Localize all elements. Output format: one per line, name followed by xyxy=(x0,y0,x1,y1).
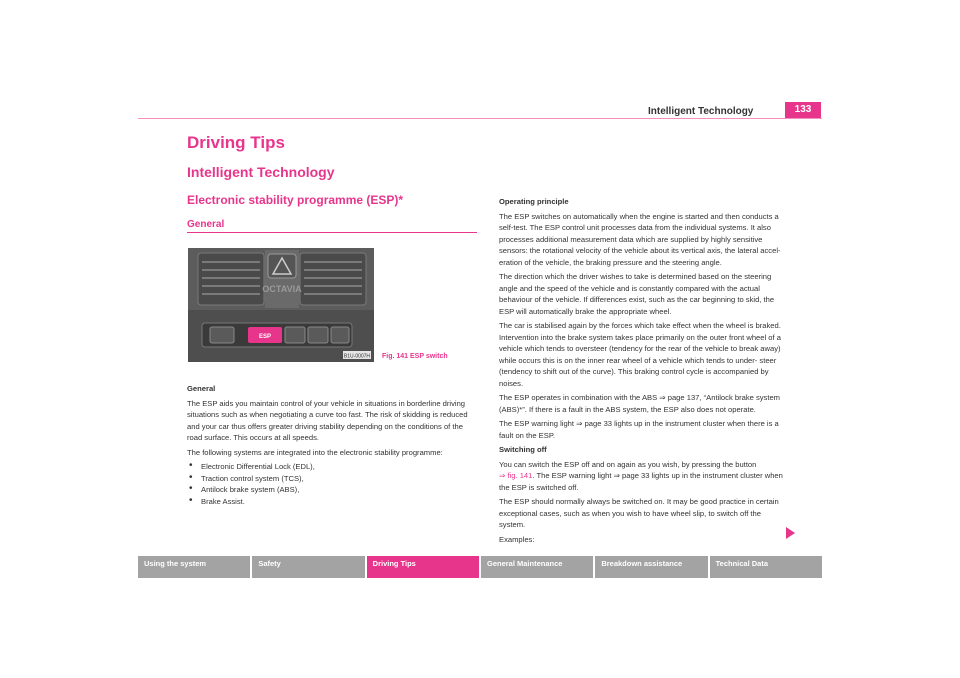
paragraph: The direction which the driver wishes to take is determined based on the steering angle and the speed of the vehicle and is constantly compared with the actual behaviour of the vehicle. If differences exist, such as the car beginning to skid, the ESP will automatically brake the appropriate wheel. xyxy=(499,272,775,316)
paragraph: The following systems are integrated into the electronic stability programme: xyxy=(187,447,443,457)
paragraph-text: You can switch the ESP off and on again as you wish, by pressing the button xyxy=(499,459,757,469)
paragraph: The ESP warning light ⇒ page 33 lights up in the instrument cluster when there is a fault on the ESP. xyxy=(499,419,779,440)
tab-technical-data[interactable]: Technical Data xyxy=(710,556,822,578)
figure-reference-link[interactable]: ⇒ fig. 141 xyxy=(499,471,533,480)
subsection-title: Electronic stability programme (ESP)* xyxy=(187,193,404,207)
paragraph: The ESP operates in combination with the ABS ⇒ page 137, “Antilock brake system (ABS)*”. If there is a fault in the ABS system, the ESP also does not operate. xyxy=(499,393,781,414)
paragraph: The ESP aids you maintain control of your vehicle in situations in borderline driving situations such as when negotiating a curve too fast. The risk of skidding is reduced and your car thus offers greater driving stability depending on the conditions of the road surface. This occurs at all speeds. xyxy=(187,398,468,442)
esp-switch-figure xyxy=(188,248,374,362)
paragraph: Examples: xyxy=(499,534,535,544)
rear-defrost-icon xyxy=(210,327,234,343)
general-heading: General xyxy=(187,384,216,393)
list-item: • Brake Assist. xyxy=(187,496,479,508)
paragraph: The ESP switches on automatically when the engine is started and then conducts a self-test. The ESP control unit processes data from the individual systems. It also processes additional measurement data which are supplied by highly sensitive sensors: the rotational velocity of the vehicle about its vertical axis, the lateral accel- eration of the vehicle, the braking pressure and the steering angle. xyxy=(499,211,781,267)
paragraph: The car is stabilised again by the forces which take effect when the wheel is braked. Intervention into the brake system takes place primarily on the outer front wheel of a vehicle which tends to oversteer (tendency for the rear of the vehicle to break away) while occurs this is on the inner rear wheel of a vehicle which tends to under- steer (tendency to shift out of the curve). This braking control cycle is accompanied by noises. xyxy=(499,321,781,388)
next-page-arrow-icon[interactable] xyxy=(786,527,795,539)
header-divider xyxy=(138,118,822,119)
paragraph-text: . The ESP warning light ⇒ page 33 lights up in the instrument cluster when the ESP is switched off. xyxy=(499,471,783,492)
footer-tab-bar xyxy=(138,556,822,578)
list-item: • Antilock brake system (ABS), xyxy=(187,484,479,496)
switching-off-heading: Switching off xyxy=(499,445,547,454)
octavia-logo: OCTAVIA xyxy=(262,284,302,294)
lock-icon xyxy=(285,327,305,343)
seat-heating-icon xyxy=(308,327,328,343)
figure-code: B1U-0007H xyxy=(343,353,371,360)
dashboard-illustration xyxy=(188,248,374,362)
list-item: • Electronic Differential Lock (EDL), xyxy=(187,461,479,473)
paragraph: The ESP should normally always be switched on. It may be good practice in certain exceptional cases, such as when you wish to have wheel slip, to switch off the system. xyxy=(499,497,779,529)
systems-list xyxy=(187,461,479,507)
esp-button-label: ESP xyxy=(258,334,272,340)
page-number: 133 xyxy=(785,102,821,118)
tab-general-maintenance[interactable]: General Maintenance xyxy=(481,556,593,578)
tab-breakdown-assistance[interactable]: Breakdown assistance xyxy=(595,556,707,578)
topic-divider xyxy=(187,232,477,233)
chapter-title: Driving Tips xyxy=(187,133,285,152)
switch-icon xyxy=(331,327,349,343)
figure-caption: Fig. 141 ESP switch xyxy=(382,353,448,360)
running-header: Intelligent Technology xyxy=(648,106,754,117)
section-title: Intelligent Technology xyxy=(187,164,335,180)
list-item: • Traction control system (TCS), xyxy=(187,473,479,485)
topic-title: General xyxy=(187,219,225,230)
tab-using-the-system[interactable]: Using the system xyxy=(138,556,250,578)
paragraph xyxy=(499,459,789,494)
operating-principle-heading: Operating principle xyxy=(499,197,569,206)
tab-driving-tips[interactable]: Driving Tips xyxy=(367,556,479,578)
right-column xyxy=(499,196,789,548)
tab-safety[interactable]: Safety xyxy=(252,556,364,578)
left-column xyxy=(187,383,479,507)
